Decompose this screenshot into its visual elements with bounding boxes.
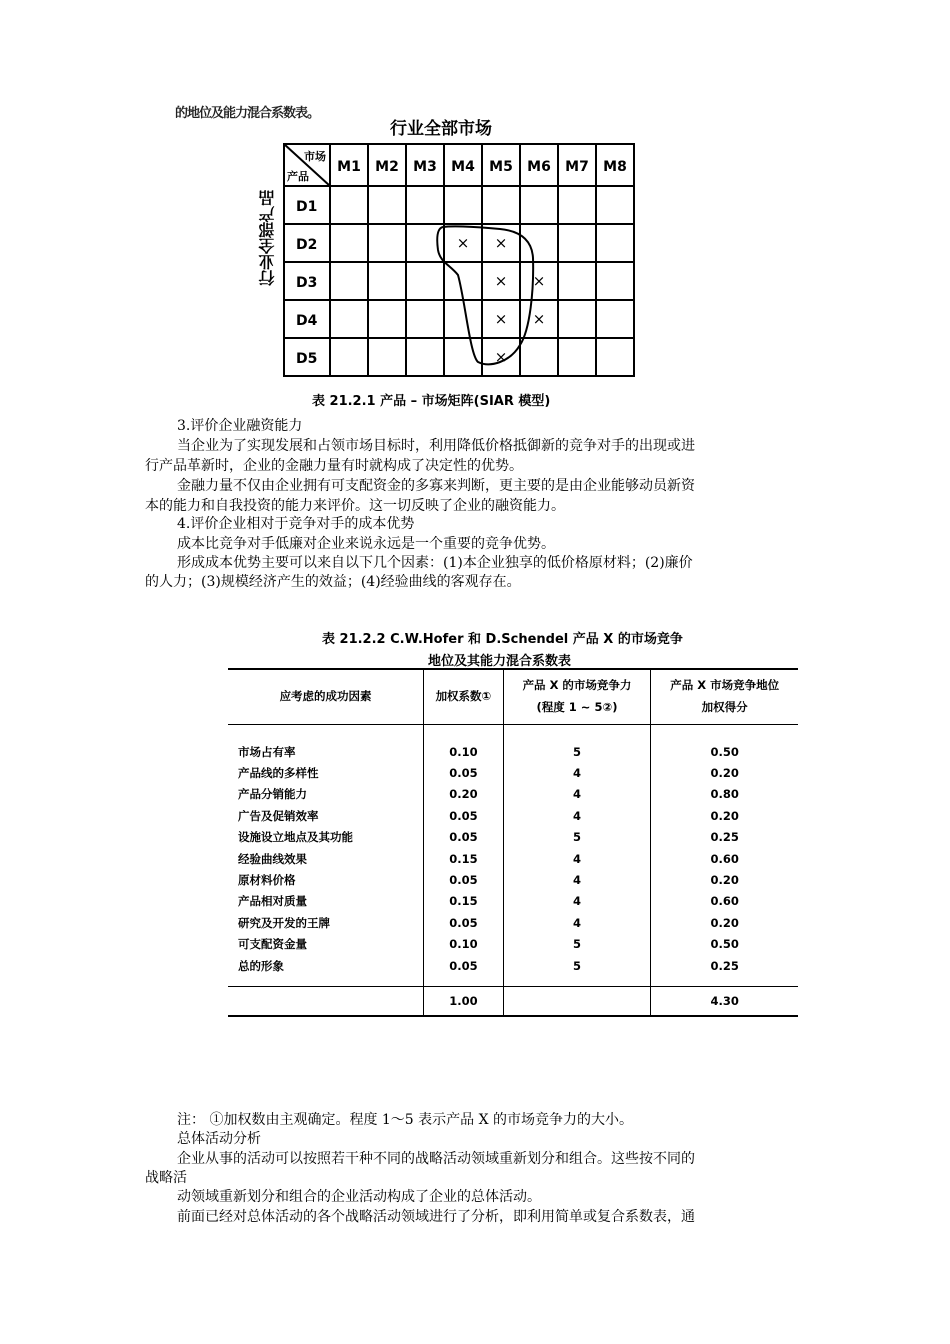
factor-cell: 原材料价格 [238, 873, 296, 888]
matrix-border [284, 144, 634, 376]
matrix-grid [284, 144, 634, 376]
matrix-cross-mark: × [494, 348, 508, 366]
row-header-d2: D2 [296, 237, 318, 253]
matrix-labels [287, 149, 627, 367]
column-header-m4: M4 [451, 159, 475, 175]
row-header-d3: D3 [296, 275, 318, 291]
matrix-cross-mark: × [494, 234, 508, 252]
paragraph-line: 企业从事的活动可以按照若干种不同的战略活动领域重新划分和组合。这些按不同的 [177, 1151, 695, 1167]
weight-cell: 0.20 [424, 784, 504, 805]
header-competitiveness-line2: (程度 1 ~ 5②) [536, 700, 618, 714]
score-cell: 0.20 [651, 805, 798, 826]
corner-label-market: 市场 [304, 150, 326, 163]
total-weight-cell: 1.00 [424, 987, 504, 1017]
competitiveness-cell: 4 [503, 912, 651, 933]
paragraph-line: 行产品革新时，企业的金融力量有时就构成了决定性的优势。 [145, 458, 523, 474]
spacer-row [228, 725, 798, 742]
header-competitiveness-line1: 产品 X 的市场竞争力 [522, 678, 632, 692]
header-factor: 应考虑的成功因素 [228, 668, 424, 725]
factor-cell: 可支配资金量 [238, 937, 307, 952]
factor-cell: 研究及开发的王牌 [238, 915, 330, 930]
paragraph-line: 形成成本优势主要可以来自以下几个因素：(1)本企业独享的低价格原材料；(2)廉价 [177, 555, 693, 571]
total-score-cell: 4.30 [651, 987, 798, 1017]
row-header-d1: D1 [296, 199, 318, 215]
matrix-title: 行业全部市场 [390, 119, 492, 139]
row-header-d4: D4 [296, 313, 318, 329]
competitiveness-cell: 5 [503, 934, 651, 955]
weight-cell: 0.10 [424, 934, 504, 955]
competitiveness-cell: 4 [503, 891, 651, 912]
competitiveness-cell: 5 [503, 827, 651, 848]
competitiveness-cell: 4 [503, 784, 651, 805]
weight-cell: 0.05 [424, 869, 504, 890]
table-total-row [228, 987, 798, 1017]
table-row [228, 827, 798, 848]
spacer-row [228, 976, 798, 987]
clipped-heading-text: 的地位及能力混合系数表。 [175, 106, 320, 121]
weight-cell: 0.10 [424, 741, 504, 762]
table-row [228, 955, 798, 976]
factor-cell: 广告及促销效率 [238, 808, 319, 823]
table-row [228, 934, 798, 955]
header-weight: 加权系数① [424, 668, 504, 725]
header-score-line2: 加权得分 [701, 700, 748, 714]
table-row [228, 805, 798, 826]
matrix-cross-mark: × [494, 272, 508, 290]
score-cell: 0.20 [651, 762, 798, 783]
factor-cell: 产品分销能力 [238, 787, 307, 802]
score-cell: 0.80 [651, 784, 798, 805]
competitiveness-cell: 4 [503, 869, 651, 890]
weight-cell: 0.05 [424, 762, 504, 783]
score-cell: 0.50 [651, 741, 798, 762]
table-row [228, 762, 798, 783]
paragraph-line: 前面已经对总体活动的各个战略活动领域进行了分析，即利用简单或复合系数表，通 [177, 1209, 695, 1225]
corner-label-product: 产品 [287, 170, 309, 183]
column-header-m6: M6 [527, 159, 551, 175]
column-header-m3: M3 [413, 159, 437, 175]
table-row [228, 912, 798, 933]
factor-cell: 经验曲线效果 [238, 851, 307, 866]
competitiveness-cell: 4 [503, 805, 651, 826]
row-header-d5: D5 [296, 351, 318, 367]
score-cell: 0.60 [651, 848, 798, 869]
matrix-cross-mark: × [532, 310, 546, 328]
table-note: 注： ①加权数由主观确定。程度 1～5 表示产品 X 的市场竞争力的大小。 [177, 1112, 634, 1128]
score-cell: 0.60 [651, 891, 798, 912]
score-cell: 0.25 [651, 827, 798, 848]
weight-cell: 0.05 [424, 827, 504, 848]
weight-cell: 0.05 [424, 912, 504, 933]
paragraph-heading-3: 3.评价企业融资能力 [177, 418, 303, 434]
paragraph-line: 本的能力和自我投资的能力来评价。这一切反映了企业的融资能力。 [145, 498, 565, 514]
table-row [228, 891, 798, 912]
column-header-m7: M7 [565, 159, 589, 175]
competitiveness-cell: 5 [503, 955, 651, 976]
column-header-m8: M8 [603, 159, 627, 175]
table-row [228, 848, 798, 869]
header-score-line1: 产品 X 市场竞争地位 [670, 678, 780, 692]
competitiveness-cell: 4 [503, 762, 651, 783]
table-row [228, 869, 798, 890]
matrix-cross-mark: × [456, 234, 470, 252]
paragraph-line: 金融力量不仅由企业拥有可支配资金的多寡来判断，更主要的是由企业能够动员新资 [177, 478, 695, 494]
paragraph-line: 的人力；(3)规模经济产生的效益；(4)经验曲线的客观存在。 [145, 574, 521, 590]
weight-cell: 0.15 [424, 848, 504, 869]
success-factor-table [228, 668, 798, 1017]
header-competitiveness [503, 668, 651, 725]
header-score [651, 668, 798, 725]
factor-cell: 市场占有率 [238, 744, 296, 759]
factor-cell: 产品线的多样性 [238, 766, 319, 781]
table2-title-line2: 地位及其能力混合系数表 [428, 654, 572, 669]
paragraph-line: 成本比竞争对手低廉对企业来说永远是一个重要的竞争优势。 [177, 536, 555, 552]
factor-cell: 产品相对质量 [238, 894, 307, 909]
table-row [228, 741, 798, 762]
weight-cell: 0.05 [424, 955, 504, 976]
matrix-side-label: 行业全部产品 [258, 190, 277, 286]
paragraph-line: 当企业为了实现发展和占领市场目标时，利用降低价格抵御新的竞争对手的出现或进 [177, 438, 695, 454]
table-row [228, 784, 798, 805]
factor-cell: 总的形象 [238, 958, 284, 973]
matrix-cross-mark: × [532, 272, 546, 290]
weight-cell: 0.05 [424, 805, 504, 826]
score-cell: 0.50 [651, 934, 798, 955]
paragraph-line: 战略活 [145, 1170, 187, 1186]
column-header-m2: M2 [375, 159, 399, 175]
score-cell: 0.20 [651, 869, 798, 890]
column-header-m1: M1 [337, 159, 361, 175]
competitiveness-cell: 5 [503, 741, 651, 762]
paragraph-heading-4: 4.评价企业相对于竞争对手的成本优势 [177, 516, 415, 532]
weight-cell: 0.15 [424, 891, 504, 912]
paragraph-line: 动领域重新划分和组合的企业活动构成了企业的总体活动。 [177, 1189, 541, 1205]
matrix-cross-mark: × [494, 310, 508, 328]
factor-cell: 设施设立地点及其功能 [238, 830, 353, 845]
table2-title-line1: 表 21.2.2 C.W.Hofer 和 D.Schendel 产品 X 的市场竞争 [322, 632, 683, 647]
column-header-m5: M5 [489, 159, 513, 175]
table-header-row [228, 668, 798, 725]
competitiveness-cell: 4 [503, 848, 651, 869]
score-cell: 0.25 [651, 955, 798, 976]
product-market-matrix [250, 140, 627, 375]
market-segment-outline [437, 226, 533, 364]
score-cell: 0.20 [651, 912, 798, 933]
total-empty-cell [503, 987, 651, 1017]
matrix-caption: 表 21.2.1 产品 – 市场矩阵(SIAR 模型) [312, 394, 551, 409]
total-label-cell [228, 987, 424, 1017]
section-heading: 总体活动分析 [177, 1131, 261, 1147]
